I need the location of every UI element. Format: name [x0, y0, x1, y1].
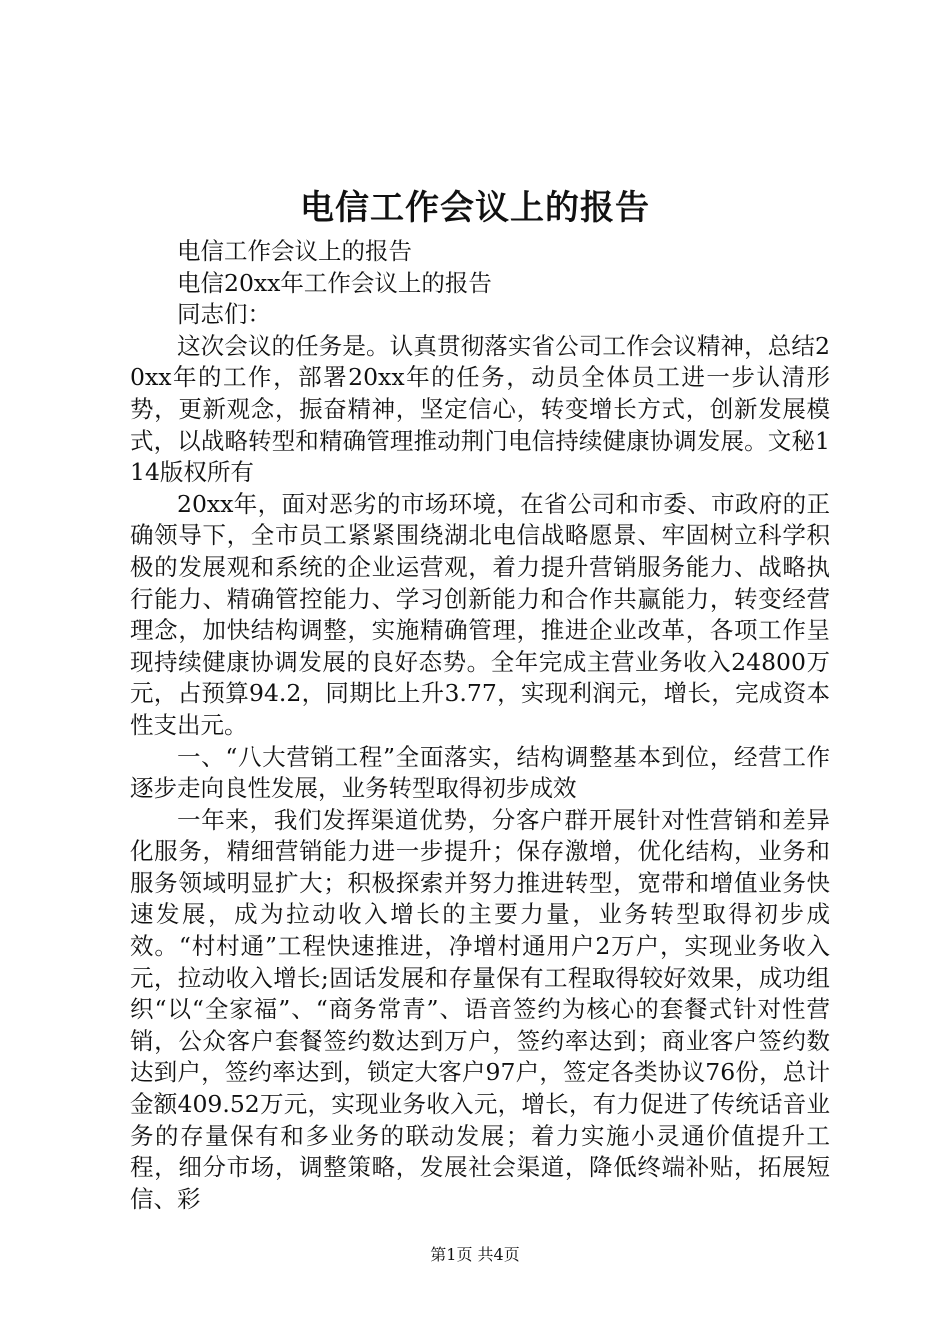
paragraph-meeting-task: 这次会议的任务是。认真贯彻落实省公司工作会议精神，总结20xx年的工作，部署20xx年的任务，动员全体员工进一步认清形势，更新观念，振奋精神，坚定信心，转变增长方式，创新发展模式，以战略转型和精确管理推动荆门电信持续健康协调发展。文秘114版权所有	[130, 331, 830, 487]
paragraph-subtitle-year: 电信20xx年工作会议上的报告	[177, 268, 492, 297]
paragraph-annual-summary: 20xx年，面对恶劣的市场环境，在省公司和市委、市政府的正确领导下，全市员工紧紧围绕湖北电信战略愿景、牢固树立科学积极的发展观和系统的企业运营观，着力提升营销服务能力、战略执行能力、精确管控能力、学习创新能力和合作共赢能力，转变经营理念，加快结构调整，实施精确管理，推进企业改革，各项工作呈现持续健康协调发展的良好态势。全年完成主营业务收入24800万元，占预算94.2，同期比上升3.77，实现利润元，增长，完成资本性支出元。	[130, 489, 830, 739]
paragraph-marketing-details: 一年来，我们发挥渠道优势，分客户群开展针对性营销和差异化服务，精细营销能力进一步提升；保存激增，优化结构，业务和服务领域明显扩大；积极探索并努力推进转型，宽带和增值业务快速发展，成为拉动收入增长的主要力量，业务转型取得初步成效。“村村通”工程快速推进，净增村通用户2万户，实现业务收入元，拉动收入增长;固话发展和存量保有工程取得较好效果，成功组织“以“全家福”、“商务常青”、语音签约为核心的套餐式针对性营销，公众客户套餐签约数达到万户，签约率达到；商业客户签约数达到户，签约率达到，锁定大客户97户，签定各类协议76份，总计金额409.52万元，实现业务收入元，增长，有力促进了传统话音业务的存量保有和多业务的联动发展；着力实施小灵通价值提升工程，细分市场，调整策略，发展社会渠道，降低终端补贴，拓展短信、彩	[130, 805, 830, 1213]
document-title: 电信工作会议上的报告	[300, 188, 650, 228]
paragraph-section-heading: 一、“八大营销工程”全面落实，结构调整基本到位，经营工作逐步走向良性发展，业务转型取得初步成效	[130, 742, 830, 803]
paragraph-salutation: 同志们：	[177, 300, 271, 329]
document-body	[130, 236, 830, 1215]
page-footer: 第1页 共4页	[430, 1245, 520, 1264]
paragraph-subtitle: 电信工作会议上的报告	[177, 237, 412, 265]
